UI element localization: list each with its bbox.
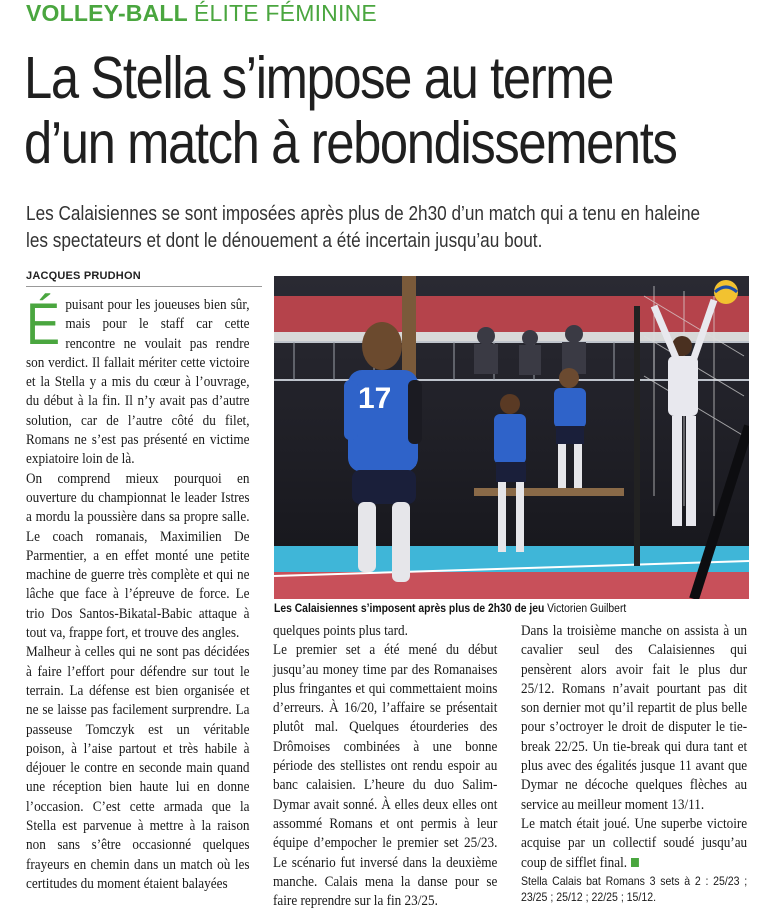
- standfirst-line-2: les spectateurs et dont le dénouement a été incertain jusqu’au bout.: [26, 230, 543, 252]
- author-byline: JACQUES PRUDHON: [26, 270, 141, 282]
- section-kicker: [26, 0, 377, 26]
- paragraph-1: Épuisant pour les joueuses bien sûr, mais pour le staff car cette rencontre ne voulait pas rendre son verdict. Il fallait mériter cette victoire et la Stella y a mis du cœur à l’ouvrage, du début à la fin. Il n’y avait pas d’autre solution, car de l’autre côté du filet, Romans ne s’est pas présenté en victime expiatoire loin de là.: [26, 292, 250, 468]
- jersey-number: 17: [358, 382, 392, 415]
- article-column-1: [26, 292, 250, 894]
- caption-text: Les Calaisiennes s’imposent après plus de 2h30 de jeu: [274, 603, 545, 615]
- article-column-2: [273, 622, 497, 911]
- paragraph-6: Dans la troisième manche on assista à un cavalier seul des Calaisiennes qui pensèrent alors avoir fait le plus dur 25/12. Romans n’avait pourtant pas dit son dernier mot qu’il repartit de plus belle pour s’octroyer le droit de disputer le tie-break 22/25. Un tie-break qui dura tant et plus avec des égalités jusque 11 avant que Dymar ne décoche quelques flèches au service au meilleur moment 13/11.: [521, 623, 748, 813]
- paragraph-3: Malheur à celles qui ne sont pas décidées à faire l’effort pour défendre sur tout le terrain. La défense est bien organisée et ne se laisse pas facilement surprendre. La passeuse Tomczyk est un véritable poison, à l’aise partout et très habile à déjouer le contre en seconde main quand une réception bien haute lui en donne l’occasion. C’est cette armada que la Stella est parvenue à mettre à la raison non sans s’être occasionné quelques frayeurs en chemin dans un match où les certitudes du moment étaient balayées: [26, 644, 250, 892]
- paragraph-5: Le premier set a été mené du début jusqu’au money time par des Romanaises plus fringantes et qui commettaient moins d’erreurs. À 16/20, l’affaire se présentait plutôt mal. Quelques étourderies des Drômoises combinées à une bonne période des stellistes ont rendu espoir au banc calaisien. L’heure du duo Salim-Dymar avait sonné. À elles deux elles ont assommé Romans et ont permis à leur équipe d’empocher le premier set 25/23. Le scénario fut inversé dans la deuxième manche. Calais mena la danse pour se faire reprendre sur la fin 23/25.: [273, 642, 498, 910]
- paragraph-7: Le match était joué. Une superbe victoire acquise par un collectif soudé jusqu’au coup de sifflet final.: [521, 815, 748, 871]
- headline-line-1: La Stella s’impose au terme: [24, 45, 613, 111]
- standfirst: [26, 201, 701, 255]
- headline-line-2: d’un match à rebondissements: [24, 110, 677, 176]
- subsection-label: ÉLITE FÉMININE: [193, 0, 377, 26]
- drop-cap: É: [26, 292, 61, 357]
- article-column-3: [521, 622, 747, 905]
- paragraph-2: On comprend mieux pourquoi en ouverture du championnat le leader Istres a mordu la poussière dans sa propre salle. Le coach romanais, Maximilien De Parmentier, a en effet monté une petite machine de guerre très complète et qui ne lâche que face à l’épreuve de force. Le trio Dos Santos-Bikatal-Babic attaque à tout va, frappe fort, et trouve des angles.: [26, 470, 250, 642]
- byline-divider: [26, 286, 262, 287]
- headline: [24, 46, 746, 176]
- paragraph-4: quelques points plus tard.: [273, 623, 408, 639]
- end-of-article-mark: [631, 858, 639, 867]
- volleyball-photo-illustration: [274, 276, 749, 599]
- match-result: Stella Calais bat Romans 3 sets à 2 : 25/23 ; 23/25 ; 25/12 ; 22/25 ; 15/12.: [521, 873, 748, 904]
- match-photo: [274, 276, 749, 599]
- section-label: VOLLEY-BALL: [26, 0, 188, 26]
- standfirst-line-1: Les Calaisiennes se sont imposées après plus de 2h30 d’un match qui a tenu en haleine: [26, 203, 701, 225]
- photo-credit: Victorien Guilbert: [547, 603, 627, 615]
- photo-caption: [274, 603, 626, 615]
